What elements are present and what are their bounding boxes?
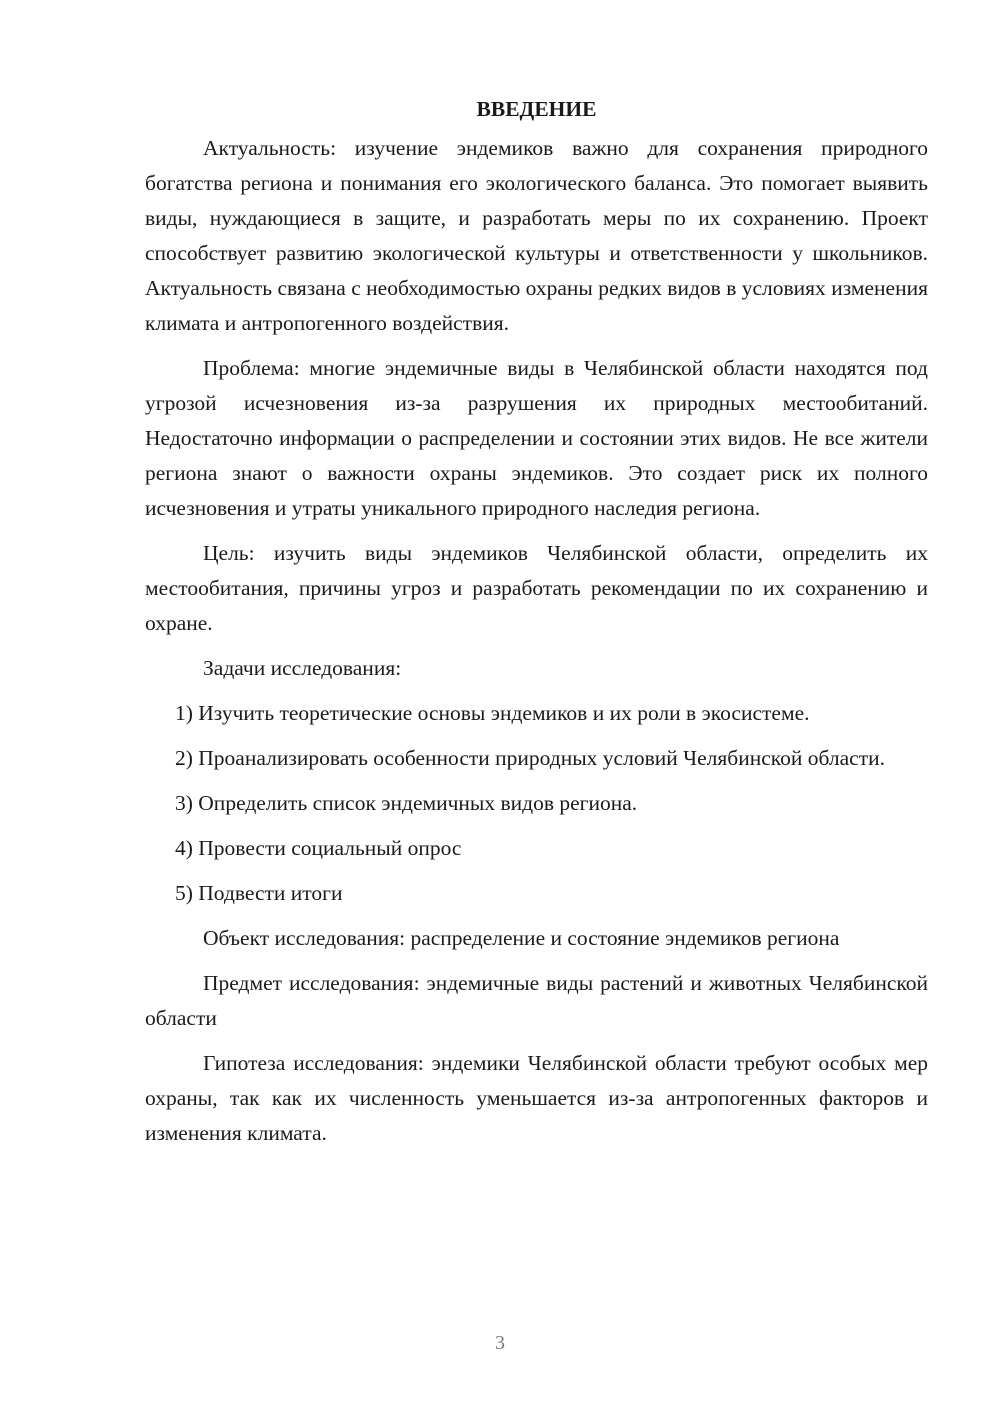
page-title: ВВЕДЕНИЕ (476, 97, 597, 121)
paragraph-hypothesis: Гипотеза исследования: эндемики Челябинской области требуют особых мер охраны, так как их численность уменьшается из-за антропогенных факторов и изменения климата. (145, 1051, 928, 1145)
paragraph-object: Объект исследования: распределение и состояние эндемиков региона (203, 926, 840, 950)
task-item-4: 4) Провести социальный опрос (175, 836, 462, 860)
paragraph-relevance: Актуальность: изучение эндемиков важно для сохранения природного богатства региона и понимания его экологического баланса. Это помогает выявить виды, нуждающиеся в защите, и разработать меры по их сохранению. Проект способствует развитию экологической культуры и ответственности у школьников. Актуальность связана с необходимостью охраны редких видов в условиях изменения климата и антропогенного воздействия. (145, 136, 928, 335)
paragraph-goal: Цель: изучить виды эндемиков Челябинской области, определить их местообитания, причины угроз и разработать рекомендации по их сохранению и охране. (145, 541, 928, 635)
task-item-3: 3) Определить список эндемичных видов региона. (175, 791, 638, 815)
paragraph-subject: Предмет исследования: эндемичные виды растений и животных Челябинской области (145, 971, 928, 1030)
paragraph-problem: Проблема: многие эндемичные виды в Челябинской области находятся под угрозой исчезновения из-за разрушения их природных местообитаний. Недостаточно информации о распределении и состоянии этих видов. Не все жители региона знают о важности охраны эндемиков. Это создает риск их полного исчезновения и утраты уникального природного наследия региона. (145, 356, 928, 520)
task-item-2: 2) Проанализировать особенности природных условий Челябинской области. (175, 746, 885, 770)
task-item-5: 5) Подвести итоги (175, 881, 343, 905)
document-page (145, 92, 928, 1161)
tasks-heading: Задачи исследования: (203, 656, 402, 680)
page-number: 3 (495, 1332, 505, 1354)
task-item-1: 1) Изучить теоретические основы эндемиков и их роли в экосистеме. (175, 701, 810, 725)
